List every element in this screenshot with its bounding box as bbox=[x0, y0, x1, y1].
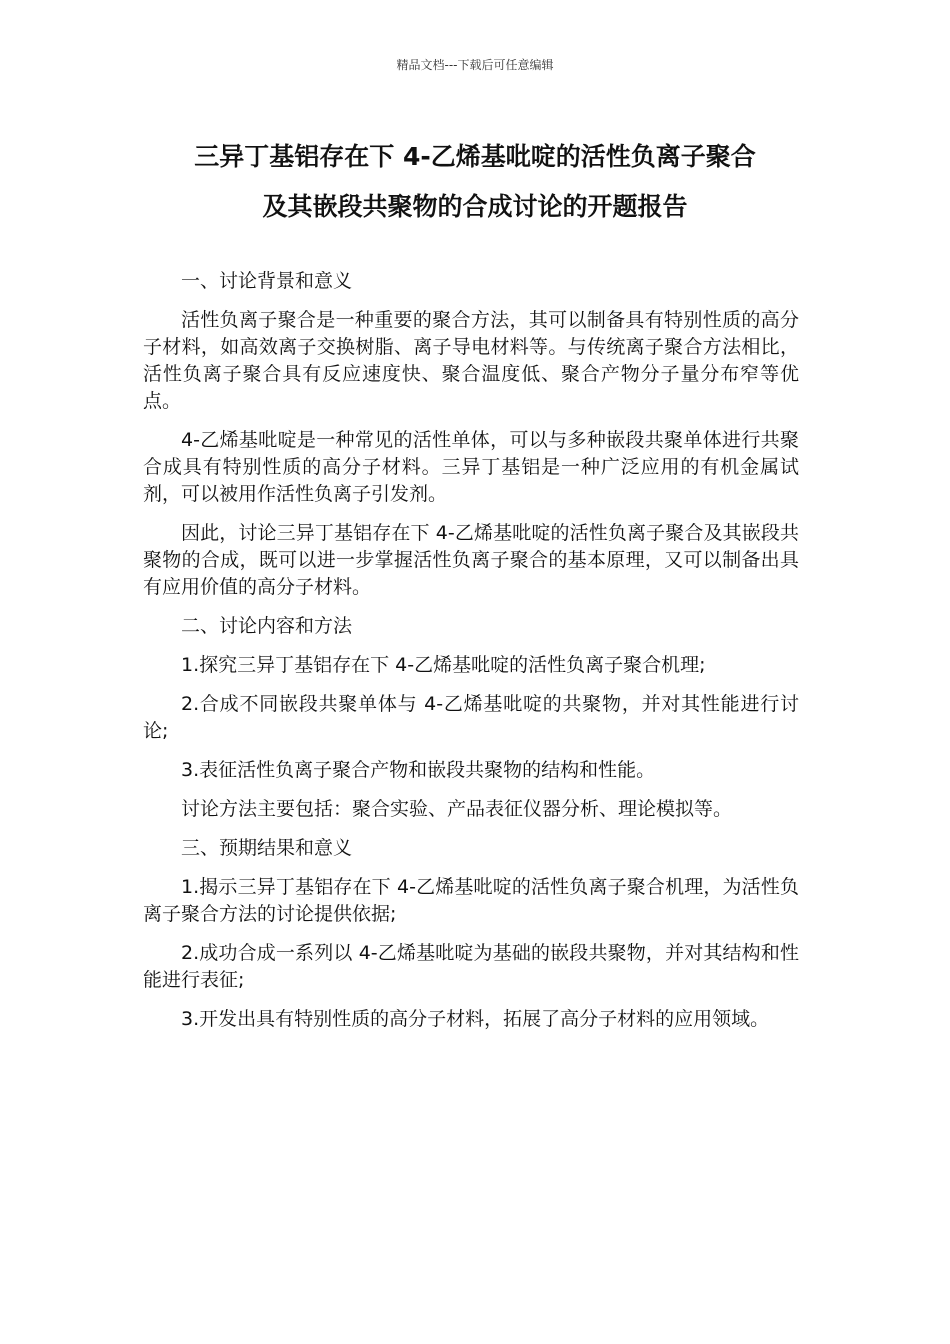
page-header: 精品文档---下载后可任意编辑 bbox=[396, 58, 554, 72]
list-item: 1.探究三异丁基铝存在下 4-乙烯基吡啶的活性负离子聚合机理; bbox=[181, 654, 706, 676]
title-line-1: 三异丁基铝存在下 4-乙烯基吡啶的活性负离子聚合 bbox=[194, 142, 756, 171]
list-item: 2.合成不同嵌段共聚单体与 4-乙烯基吡啶的共聚物，并对其性能进行讨论; bbox=[143, 693, 799, 742]
list-item: 3.开发出具有特别性质的高分子材料，拓展了高分子材料的应用领域。 bbox=[181, 1008, 770, 1030]
paragraph: 因此，讨论三异丁基铝存在下 4-乙烯基吡啶的活性负离子聚合及其嵌段共聚物的合成，既可以进一步掌握活性负离子聚合的基本原理，又可以制备出具有应用价值的高分子材料。 bbox=[143, 522, 799, 598]
list-item: 3.表征活性负离子聚合产物和嵌段共聚物的结构和性能。 bbox=[181, 759, 656, 781]
title-line-2: 及其嵌段共聚物的合成讨论的开题报告 bbox=[262, 192, 688, 221]
section-heading-background: 一、讨论背景和意义 bbox=[181, 270, 353, 292]
paragraph: 讨论方法主要包括：聚合实验、产品表征仪器分析、理论模拟等。 bbox=[181, 798, 733, 820]
section-heading-content-methods: 二、讨论内容和方法 bbox=[181, 615, 353, 637]
paragraph: 4-乙烯基吡啶是一种常见的活性单体，可以与多种嵌段共聚单体进行共聚合成具有特别性质的高分子材料。三异丁基铝是一种广泛应用的有机金属试剂，可以被用作活性负离子引发剂。 bbox=[143, 429, 799, 505]
list-item: 1.揭示三异丁基铝存在下 4-乙烯基吡啶的活性负离子聚合机理，为活性负离子聚合方法的讨论提供依据; bbox=[143, 876, 799, 925]
paragraph: 活性负离子聚合是一种重要的聚合方法，其可以制备具有特别性质的高分子材料，如高效离子交换树脂、离子导电材料等。与传统离子聚合方法相比，活性负离子聚合具有反应速度快、聚合温度低、聚合产物分子量分布窄等优点。 bbox=[143, 309, 799, 412]
document-body bbox=[143, 268, 799, 1045]
document-title bbox=[140, 132, 810, 232]
section-heading-expected-results: 三、预期结果和意义 bbox=[181, 837, 353, 859]
list-item: 2.成功合成一系列以 4-乙烯基吡啶为基础的嵌段共聚物，并对其结构和性能进行表征; bbox=[143, 942, 799, 991]
